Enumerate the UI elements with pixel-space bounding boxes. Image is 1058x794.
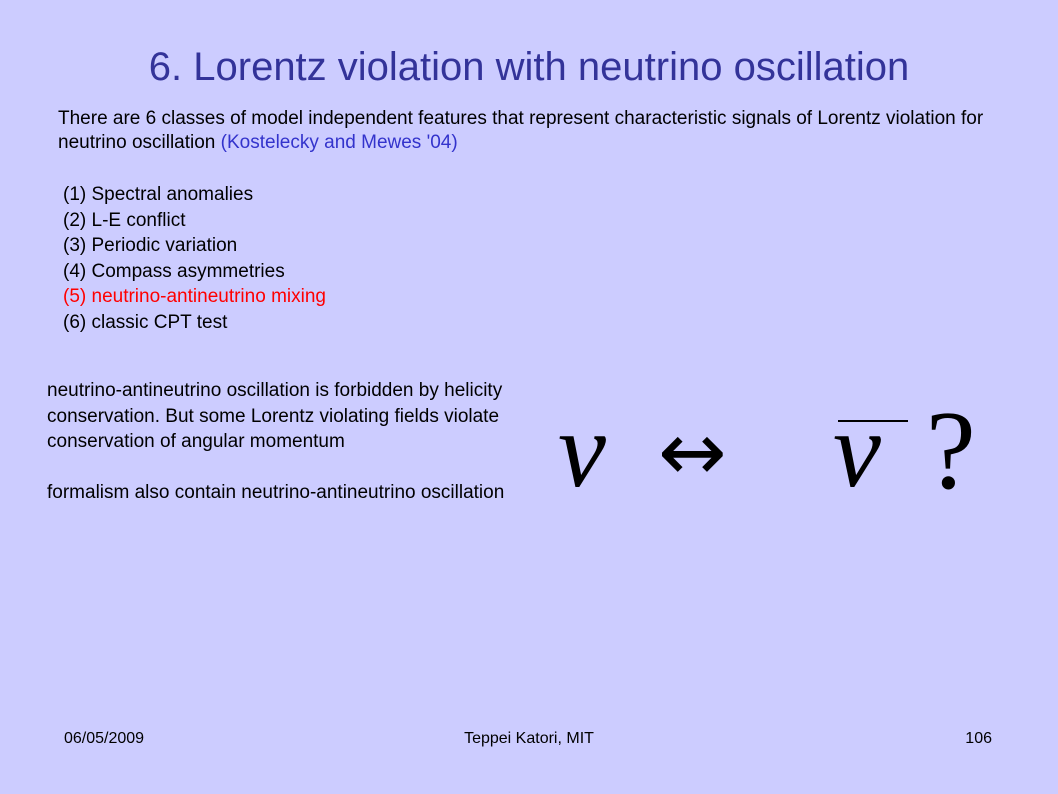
list-item: (3) Periodic variation [63,235,238,256]
list-item: (1) Spectral anomalies [63,184,254,205]
list-item: (2) L-E conflict [63,209,186,231]
double-arrow-symbol: ↔ [658,405,727,500]
explanation-paragraph: formalism also contain neutrino-antineutrino oscillation [47,482,505,503]
question-mark: ? [926,390,976,500]
explanation-paragraph: neutrino-antineutrino oscillation is forbidden by helicity conservation. But some Lorentz violating fields violate conservation of angular momentum [47,380,503,452]
feature-classes-list [63,182,326,335]
explanation-text [47,378,517,506]
intro-citation: (Kostelecky and Mewes '04) [220,132,458,153]
slide-title: 6. Lorentz violation with neutrino oscillation [148,45,910,89]
intro-paragraph [58,107,1018,155]
footer-date: 06/05/2009 [64,730,145,747]
list-item: (4) Compass asymmetries [63,260,285,282]
list-item: (6) classic CPT test [63,311,228,333]
intro-text: There are 6 classes of model independent features that represent characteristic signals of Lorentz violation for neutrino oscillation [58,108,984,153]
list-item-highlighted: (5) neutrino-antineutrino mixing [63,286,326,307]
page-number: 106 [965,730,992,747]
footer-author: Teppei Katori, MIT [464,730,594,747]
oscillation-formula [550,390,1000,500]
antineutrino-symbol: ν [833,391,881,500]
neutrino-symbol: ν [558,391,606,500]
